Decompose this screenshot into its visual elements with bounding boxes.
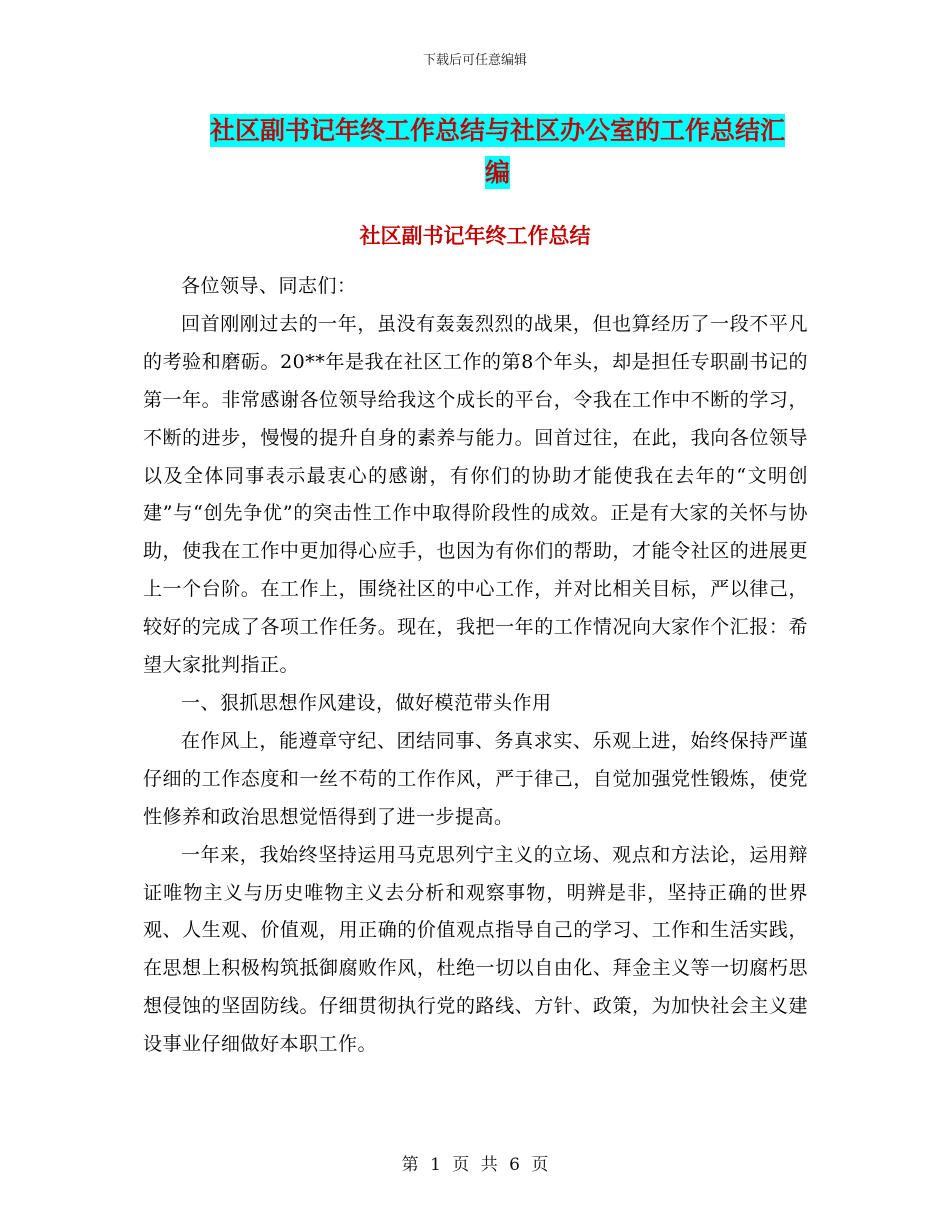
paragraph-ideology: 一年来，我始终坚持运用马克思列宁主义的立场、观点和方法论，运用辩证唯物主义与历史唯物主义去分析和观察事物，明辨是非，坚持正确的世界观、人生观、价值观，用正确的价值观点指导自己的学习、工作和生活实践，在思想上积极构筑抵御腐败作风，杜绝一切以自由化、拜金主义等一切腐朽思想侵蚀的坚固防线。仔细贯彻执行党的路线、方针、政策，为加快社会主义建设事业仔细做好本职工作。: [143, 843, 808, 1056]
document-title-line-2: 编: [484, 158, 510, 187]
page-footer-number: 第 1 页 共 6 页: [401, 1155, 549, 1175]
document-body: [143, 268, 808, 1064]
document-title: [190, 110, 805, 194]
paragraph-salutation: 各位领导、同志们：: [181, 275, 357, 297]
page-header-note: 下载后可任意编辑: [422, 53, 527, 68]
paragraph-work-style: 在作风上，能遵章守纪、团结同事、务真求实、乐观上进，始终保持严谨仔细的工作态度和一丝不苟的工作作风，严于律己，自觉加强党性锻炼，使党性修养和政治思想觉悟得到了进一步提高。: [143, 729, 808, 828]
document-title-line-1: 社区副书记年终工作总结与社区办公室的工作总结汇: [209, 116, 785, 145]
paragraph-heading-1: 一、狠抓思想作风建设，做好模范带头作用: [181, 691, 552, 714]
paragraph-intro: 回首刚刚过去的一年，虽没有轰轰烈烈的战果，但也算经历了一段不平凡的考验和磨砺。20**年是我在社区工作的第8个年头，却是担任专职副书记的第一年。非常感谢各位领导给我这个成长的平台，令我在工作中不断的学习，不断的进步，慢慢的提升自身的素养与能力。回首过往，在此，我向各位领导以及全体同事表示最衷心的感谢，有你们的协助才能使我在去年的“文明创建”与“创先争优”的突击性工作中取得阶段性的成效。正是有大家的关怀与协助，使我在工作中更加得心应手，也因为有你们的帮助，才能令社区的进展更上一个台阶。在工作上，围绕社区的中心工作，并对比相关目标，严以律己，较好的完成了各项工作任务。现在，我把一年的工作情况向大家作个汇报：希望大家批判指正。: [143, 312, 808, 677]
section-title: 社区副书记年终工作总结: [359, 224, 591, 248]
